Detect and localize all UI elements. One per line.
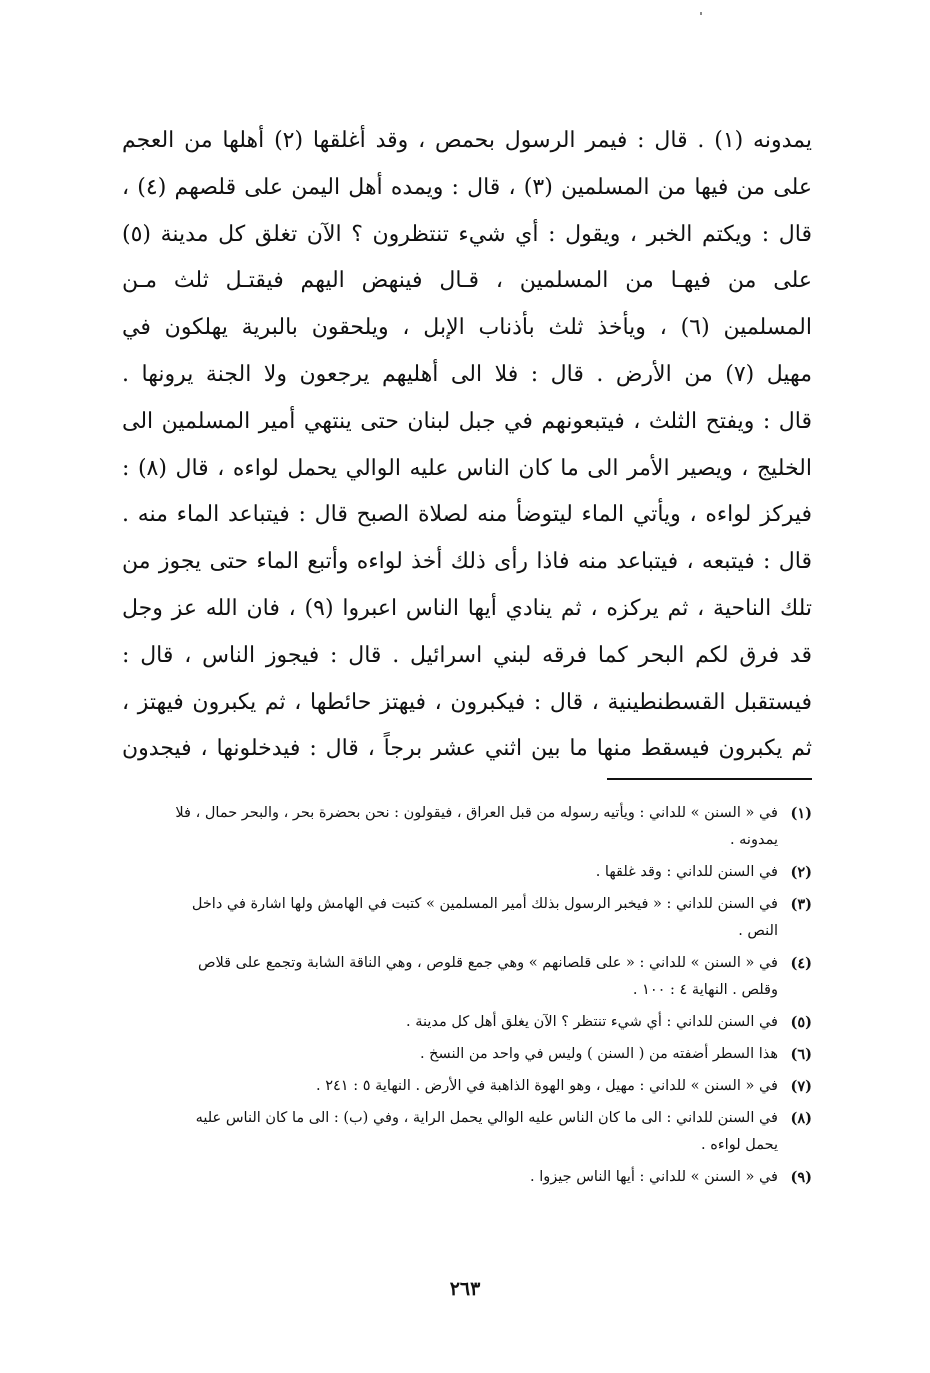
footnote-text — [112, 800, 778, 854]
page-number: ٢٦٣ — [449, 1278, 481, 1300]
body-line: قد فرق لكم البحر كما فرقه لبني اسرائيل . قال : فيجوز الناس ، قال : — [122, 642, 812, 668]
footnote-line: وقلص . النهاية ٤ : ١٠٠ . — [632, 982, 778, 998]
body-line: يمدونه (١) . قال : فيمر الرسول بحمص ، وقد أغلقها (٢) أهلها من العجم — [122, 128, 812, 153]
footnote-number: (٧) — [790, 1078, 812, 1095]
footnote-number: (٤) — [790, 955, 812, 972]
footnote-number: (١) — [790, 805, 812, 822]
footnote-line: في السنن للداني : « فيخبر الرسول بذلك أمير المسلمين » كتبت في الهامش ولها اشارة في داخل — [191, 896, 778, 912]
footnote-text — [112, 1105, 778, 1159]
body-line: ثم يكبرون فيسقط منها ما بين اثني عشر برجاً ، قال : فيدخلونها ، فيجدون — [122, 736, 812, 762]
footnote-text — [112, 1041, 778, 1068]
body-line: فيستقبل القسطنطينية ، قال : فيكبرون ، فيهتز حائطها ، ثم يكبرون فيهتز ، — [122, 689, 812, 715]
body-line: قال : فيتبعه ، فيتباعد منه فاذا رأى ذلك أخذ لواءه وأتبع الماء حتى يجوز من — [122, 549, 812, 575]
footnote-2 — [112, 859, 812, 886]
footnote-line: هذا السطر أضفته من ( السنن ) وليس في واحد من النسخ . — [419, 1046, 778, 1062]
body-line: المسلمين (٦) ، ويأخذ ثلث بأذناب الإبل ، ويلحقون بالبرية يهلكون في — [122, 315, 812, 341]
body-line: قال : ويفتح الثلث ، فيتبعونهم في جبل لبنان حتى ينتهي أمير المسلمين الى — [122, 408, 812, 434]
footnote-line: في السنن للداني : الى ما كان الناس عليه الوالي يحمل الراية ، وفي (ب) : الى ما كان الناس عليه — [195, 1110, 778, 1126]
footnote-line: في « السنن » للداني : أيها الناس جيزوا . — [530, 1169, 778, 1185]
footnote-number: (٩) — [790, 1169, 812, 1186]
body-line: فيركز لواءه ، ويأتي الماء ليتوضأ منه لصلاة الصبح قال : فيتباعد الماء منه . — [122, 502, 812, 528]
footnote-text — [112, 1073, 778, 1100]
footnote-9 — [112, 1164, 812, 1191]
footnote-separator — [607, 778, 812, 780]
footnotes-section — [112, 800, 812, 1196]
footnote-4 — [112, 950, 812, 1004]
footnote-8 — [112, 1105, 812, 1159]
footnote-line: في السنن للداني : أي شيء تنتظر ؟ الآن يغلق أهل كل مدينة . — [406, 1014, 778, 1030]
footnote-5 — [112, 1009, 812, 1036]
body-line: مهيل (٧) من الأرض . قال : فلا الى أهليهم يرجعون ولا الجنة يرونها . — [122, 361, 812, 387]
body-line: على من فيهـا من المسلمين ، قـال فينهض اليهم فيقتـل ثلث مـن — [122, 268, 812, 294]
footnote-number: (٥) — [790, 1014, 812, 1031]
main-body-text — [122, 118, 812, 773]
footnote-number: (٢) — [790, 864, 812, 881]
footnote-line: في السنن للداني : وقد غلقها . — [595, 864, 778, 880]
body-line: قال : ويكتم الخبر ، ويقول : أي شيء تنتظرون ؟ الآن تغلق كل مدينة (٥) — [122, 221, 812, 247]
footnote-number: (٣) — [790, 896, 812, 913]
body-line: على من فيها من المسلمين (٣) ، قال : ويمده أهل اليمن على قلصهم (٤) ، — [122, 174, 812, 200]
footnote-6 — [112, 1041, 812, 1068]
footnote-7 — [112, 1073, 812, 1100]
body-line: تلك الناحية ، ثم يركزه ، ثم ينادي أيها الناس اعبروا (٩) ، فان الله عز وجل — [122, 595, 812, 621]
footnote-text — [112, 950, 778, 1004]
footnote-line: النص . — [738, 923, 778, 939]
footnote-number: (٦) — [790, 1046, 812, 1063]
footnote-line: في « السنن » للداني : « على قلصانهم » وهي جمع قلوص ، وهي الناقة الشابة وتجمع على قلاص — [197, 955, 778, 971]
footnote-text — [112, 1009, 778, 1036]
footnote-line: في « السنن » للداني : ويأتيه رسوله من قبل العراق ، فيقولون : نحن بحضرة بحر ، والبحر حمال ، فلا — [175, 805, 778, 821]
footnote-text — [112, 859, 778, 886]
scan-speck — [700, 12, 702, 15]
footnote-text — [112, 1164, 778, 1191]
footnote-line: يمدونه . — [729, 832, 778, 848]
footnote-line: يحمل لواءه . — [701, 1137, 778, 1153]
footnote-number: (٨) — [790, 1110, 812, 1127]
footnote-text — [112, 891, 778, 945]
footnote-3 — [112, 891, 812, 945]
body-line: الخليج ، ويصير الأمر الى ما كان الناس عليه الوالي يحمل لواءه ، قال (٨) : — [122, 455, 812, 481]
footnote-line: في « السنن » للداني : مهيل ، وهو الهوة الذاهبة في الأرض . النهاية ٥ : ٢٤١ . — [316, 1078, 778, 1094]
footnote-1 — [112, 800, 812, 854]
